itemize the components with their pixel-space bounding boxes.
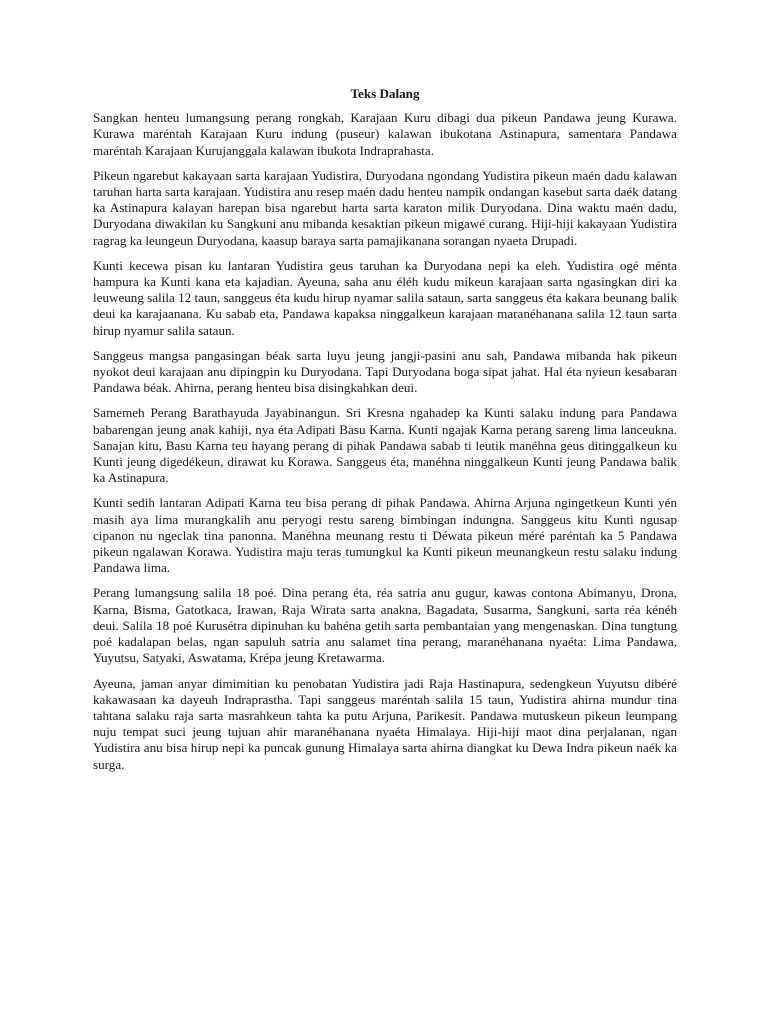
paragraph-3: Kunti kecewa pisan ku lantaran Yudistira geus taruhan ka Duryodana nepi ka eleh. Yudistira ogé ménta hampura ka Kunti kana eta kajadian. Ayeuna, saha anu éléh kudu mikeun karajaan sarta ngasingkan diri ka leuweung salila 12 taun, sanggeus éta kudu hirup nyamar salila sataun, sarta sanggeus éta kakara beunang balik deui ka karajaanana. Ku sabab eta, Pandawa kapaksa ninggalkeun karajaan maranéhanana salila 12 taun sarta hirup nyamur salila sataun. [93,257,677,338]
document-title: Teks Dalang [350,86,420,101]
document-page [93,86,677,782]
paragraph-5: Samemeh Perang Barathayuda Jayabinangun. Sri Kresna ngahadep ka Kunti salaku indung para Pandawa babarengan jeung anak kahiji, nya éta Adipati Basu Karna. Kunti ngajak Karna perang sareng lima lanceukna. Sanajan kitu, Basu Karna teu hayang perang di pihak Pandawa sabab ti leutik manéhna geus ditinggalkeun ku Kunti jeung digedékeun, dirawat ku Korawa. Sanggeus éta, manéhna ninggalkeun Kunti jeung Pandawa balik ka Astinapura. [93,405,677,486]
paragraph-2: Pikeun ngarebut kakayaan sarta karajaan Yudistira, Duryodana ngondang Yudistira pikeun maén dadu kalawan taruhan harta sarta karajaan. Yudistira anu resep maén dadu henteu nampik ondangan kasebut sarta daék datang ka Astinapura kalayan harepan bisa ngarebut harta sarta karaton milik Duryodana. Dina waktu maén dadu, Duryodana diwakilan ku Sangkuni anu mibanda kesaktian pikeun migawé curang. Hiji-hiji kakayaan Yudistira ragrag ka leungeun Duryodana, kaasup baraya sarta pamajikanana sorangan nyaeta Drupadi. [93,167,677,248]
paragraph-1: Sangkan henteu lumangsung perang rongkah, Karajaan Kuru dibagi dua pikeun Pandawa jeung Kurawa. Kurawa maréntah Karajaan Kuru indung (puseur) kalawan ibukotana Astinapura, samentara Pandawa maréntah Karajaan Kurujanggala kalawan ibukota Indraprahasta. [93,110,677,158]
paragraph-6: Kunti sedih lantaran Adipati Karna teu bisa perang di pihak Pandawa. Ahirna Arjuna ngingetkeun Kunti yén masih aya lima murangkalih anu peryogi restu sareng bimbingan indungna. Sanggeus kitu Kunti ngusap cipanon nu ngeclak tina panonna. Manéhna meunang restu ti Déwata pikeun méré paréntah ka 5 Pandawa pikeun ngalawan Korawa. Yudistira maju teras tumungkul ka Kunti pikeun meunangkeun restu salaku indung Pandawa lima. [93,495,677,576]
paragraph-7: Perang lumangsung salila 18 poé. Dina perang éta, réa satria anu gugur, kawas contona Abimanyu, Drona, Karna, Bisma, Gatotkaca, Irawan, Raja Wirata sarta anakna, Bagadata, Susarma, Sangkuni, sarta réa kénéh deui. Salila 18 poé Kurusétra dipinuhan ku bahéna getih sarta pembantaian yang mengenaskan. Dina tungtung poé kadalapan belas, ngan sapuluh satria anu salamet tina perang, maranéhanana nyaéta: Lima Pandawa, Yuyutsu, Satyaki, Aswatama, Krépa jeung Kretawarma. [93,585,677,666]
paragraph-8: Ayeuna, jaman anyar dimimitian ku penobatan Yudistira jadi Raja Hastinapura, sedengkeun Yuyutsu dibéré kakawasaan ka dayeuh Indraprastha. Tapi sanggeus maréntah salila 15 taun, Yudistira ahirna mundur tina tahtana salaku raja sarta masrahkeun tahta ka putu Arjuna, Parikesit. Pandawa mutuskeun pikeun leumpang nuju tempat suci jeung tujuan ahir maranéhanana nyaéta Himalaya. Hiji-hiji maot dina perjalanan, ngan Yudistira anu bisa hirup nepi ka puncak gunung Himalaya sarta ahirna diangkat ku Dewa Indra pikeun naék ka surga. [93,675,677,772]
paragraph-4: Sanggeus mangsa pangasingan béak sarta luyu jeung jangji-pasini anu sah, Pandawa mibanda hak pikeun nyokot deui karajaan anu dipingpin ku Duryodana. Tapi Duryodana boga sipat jahat. Hal éta nyieun kesabaran Pandawa béak. Ahirna, perang henteu bisa disingkahkan deui. [93,347,677,396]
